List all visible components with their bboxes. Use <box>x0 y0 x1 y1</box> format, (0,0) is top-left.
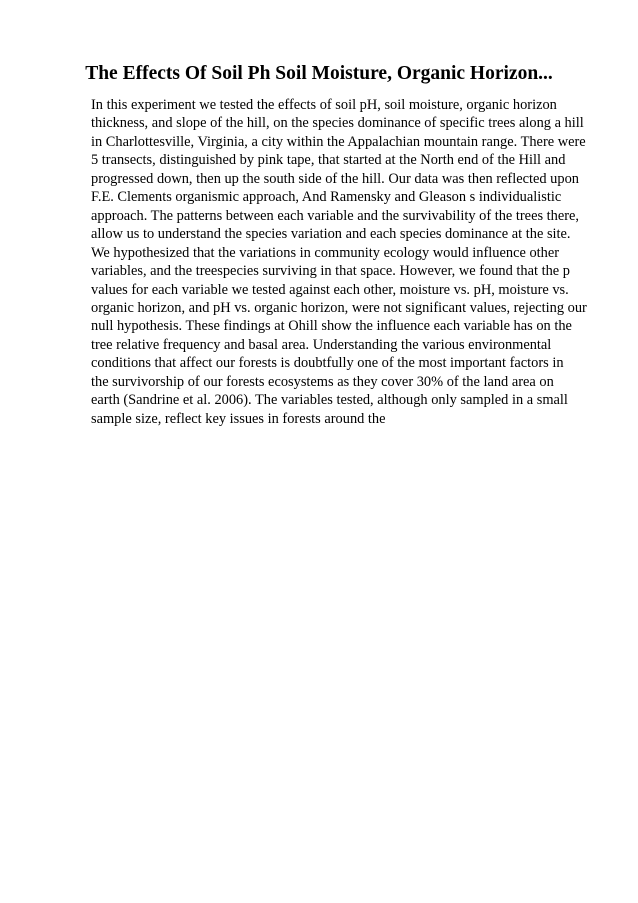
body-line: organic horizon, and pH vs. organic horizon, were not significant values, rejecting our <box>91 299 587 316</box>
body-line: In this experiment we tested the effects of soil pH, soil moisture, organic horizon <box>91 97 557 113</box>
body-line: allow us to understand the species variation and each species dominance at the site. <box>91 226 571 243</box>
body-line: null hypothesis. These findings at Ohill show the influence each variable has on the <box>91 318 572 335</box>
body-line: sample size, reflect key issues in forests around the <box>91 410 386 427</box>
body-line: approach. The patterns between each variable and the survivability of the trees there, <box>91 207 580 224</box>
body-line: We hypothesized that the variations in community ecology would influence other <box>91 244 560 261</box>
document-title: The Effects Of Soil Ph Soil Moisture, Organic Horizon... <box>85 63 553 84</box>
body-line: variables, and the treespecies surviving in that space. However, we found that the p <box>91 263 570 280</box>
body-line: the survivorship of our forests ecosystems as they cover 30% of the land area on <box>91 373 554 390</box>
body-line: tree relative frequency and basal area. Understanding the various environmental <box>91 336 552 353</box>
body-line: F.E. Clements organismic approach, And Ramensky and Gleason s individualistic <box>91 189 562 206</box>
body-line: in Charlottesville, Virginia, a city within the Appalachian mountain range. There were <box>91 133 586 150</box>
body-line: earth (Sandrine et al. 2006). The variables tested, although only sampled in a small <box>91 392 568 409</box>
body-line: values for each variable we tested against each other, moisture vs. pH, moisture vs. <box>91 281 569 298</box>
body-line: thickness, and slope of the hill, on the species dominance of specific trees along a hill <box>91 115 584 132</box>
body-line: 5 transects, distinguished by pink tape, that started at the North end of the Hill and <box>91 152 566 169</box>
document-body <box>91 96 601 428</box>
body-line: progressed down, then up the south side of the hill. Our data was then reflected upon <box>91 170 579 187</box>
body-line: conditions that affect our forests is doubtfully one of the most important factors in <box>91 355 564 372</box>
